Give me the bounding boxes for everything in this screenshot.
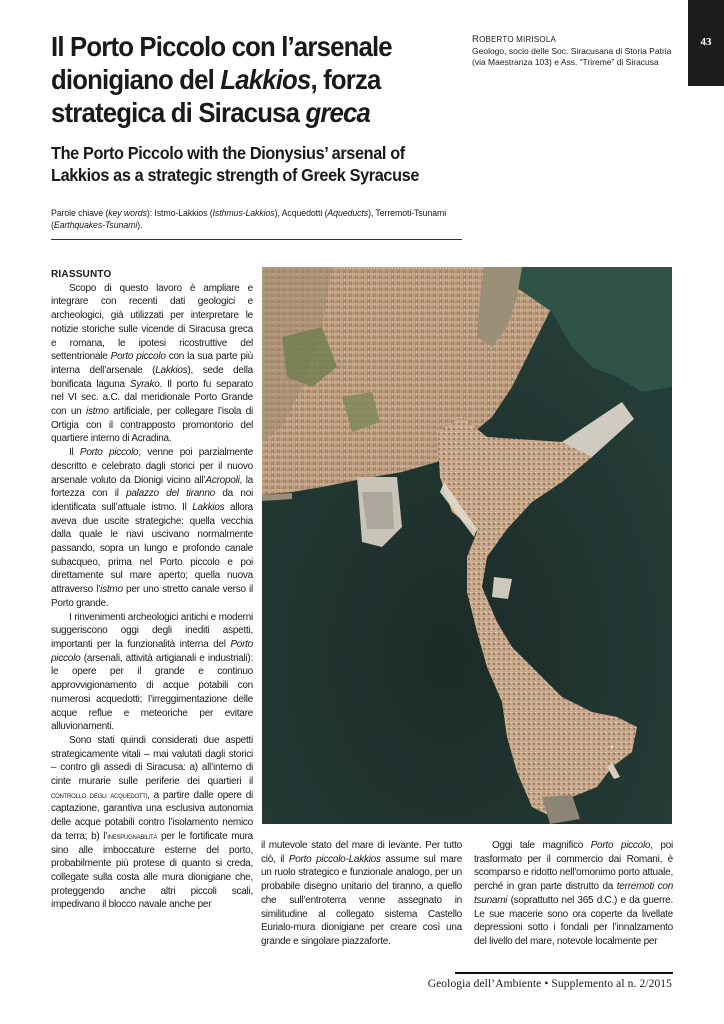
text-column-3 [474,839,673,949]
title-text: Il Porto Piccolo con l’arsenale dionigiano del [51,31,392,95]
author-affiliation: Geologo, socio delle Soc. Siracusana di Storia Patria (via Maestranza 103) e Ass. “Trireme” di Siracusa [472,45,672,67]
footer-divider [455,972,673,974]
page-number: 43 [700,36,712,48]
journal-footer: Geologia dell’Ambiente • Supplemento al n. 2/2015 [427,978,672,990]
title-text: , forza strategica di Siracusa [51,64,381,128]
paragraph: I rinvenimenti archeologici antichi e moderni suggeriscono oggi degli inediti aspetti, importanti per la funzionalità interna del Porto piccolo (arsenali, attività artigianali e industriali): le opere per il grande e continuo approvvigionamento di acque potabili con numerosi acquedotti; l’irreggimentazione delle acque reflue e meteoriche per evitare alluvionamenti. [51,611,253,733]
article-title-english: The Porto Piccolo with the Dionysius’ arsenal of Lakkios as a strategic strength of Greek Syracuse [51,143,420,185]
paragraph: il mutevole stato del mare di levante. Per tutto ciò, il Porto piccolo-Lakkios assume sul mare un ruolo strategico e funzionale analogo, per un probabile disegno unitario del tiranno, a quello che sull’entroterra venne assegnato in similitudine al collegato sistema Castello Eurialo-mura dionigiane per creare così una grande e singolare piazzaforte. [261,840,463,947]
text-column-1 [51,268,253,912]
paragraph: Sono stati quindi considerati due aspetti strategicamente vitali – mai valutati dagli storici – contro gli assedi di Siracusa: a) all’interno di cinte murarie sulle periferie dei quartieri il controllo degli acquedotti, a partire dalle opere di captazione, garantiva una esclusiva autonomia delle acque potabili contro l’isolamento nemico da terra; b) l’inespugnabilità per le fortificate mura sino alle imboccature esterne del porto, probabilmente più protese di quanto si creda, collegate sulla costa alle mura dionigiane che, proteggendo anche altri piccoli scali, impedivano il blocco navale anche per [51,734,253,911]
aerial-photo-graphic [262,267,672,824]
paragraph: Il Porto piccolo, venne poi parzialmente descritto e celebrato dagli storici per il nuovo arsenale voluto da Dionigi vicino all’Acropoli, la fortezza con il palazzo del tiranno da noi identificata sull’attuale istmo. Il Lakkios allora aveva due uscite strategiche: quella vecchia dalla quale le navi uscivano normalmente passando, sopra un lungo e profondo canale subacqueo, prima nel Porto piccolo e poi direttamente sul mare aperto; quella nuova attraverso l’istmo per uno stretto canale verso il Porto grande. [51,447,253,609]
author-block [472,34,682,69]
aerial-photo-ortigia [262,267,672,824]
header-divider [51,239,462,240]
keywords-text: ), Acquedotti ( [274,208,328,218]
paragraph: Scopo di questo lavoro è ampliare e integrare con recenti dati geologici e archeologici, già utilizzati per interpretare le notizie storiche sulle vicende di Siracusa greca e romana, le ipotesi ricostruttive del settentrionale Porto piccolo con la sua parte più interna dell’arsenale (Lakkios), sede della bonificata laguna Syrako. Il porto fu separato nel VI sec. a.C. dal meridionale Porto Grande con un istmo artificiale, per collegare l’isola di Ortigia con il contrapposto promontorio del quartiere interno di Acradina. [51,282,253,445]
keywords-text: ): Istmo-Lakkios ( [146,208,213,218]
keywords-text: ). [137,220,143,230]
article-title-italian [51,30,419,129]
paragraph: Oggi tale magnifico Porto piccolo, poi trasformato per il commercio dai Romani, è scomparso e ridotto nell’omonimo porto attuale, perché in gran parte distrutto da terremoti con tsunami (soprattutto nel 365 d.C.) e da guerre. Le sue macerie sono ora coperte da livellate depressioni sotto i fondali per l’innalzamento del livello del mare, notevole localmente per [474,840,674,947]
text-column-2 [261,839,462,949]
keywords-italic: Aqueducts [327,208,369,218]
keywords-italic: Earthquakes-Tsunami [53,220,138,230]
keywords-italic: key words [108,208,147,218]
section-heading: RIASSUNTO [51,269,112,280]
author-name: ROBERTO MIRISOLA [472,34,557,45]
title-italic: greca [305,97,371,128]
keywords-italic: Isthmus-Lakkios [212,208,275,218]
title-italic: Lakkios [220,64,311,95]
page-number-tab [688,0,724,86]
keywords-text: Parole chiave ( [51,208,109,218]
keywords [51,207,466,231]
keywords-text: ), Terremoti-Tsunami ( [51,208,447,230]
